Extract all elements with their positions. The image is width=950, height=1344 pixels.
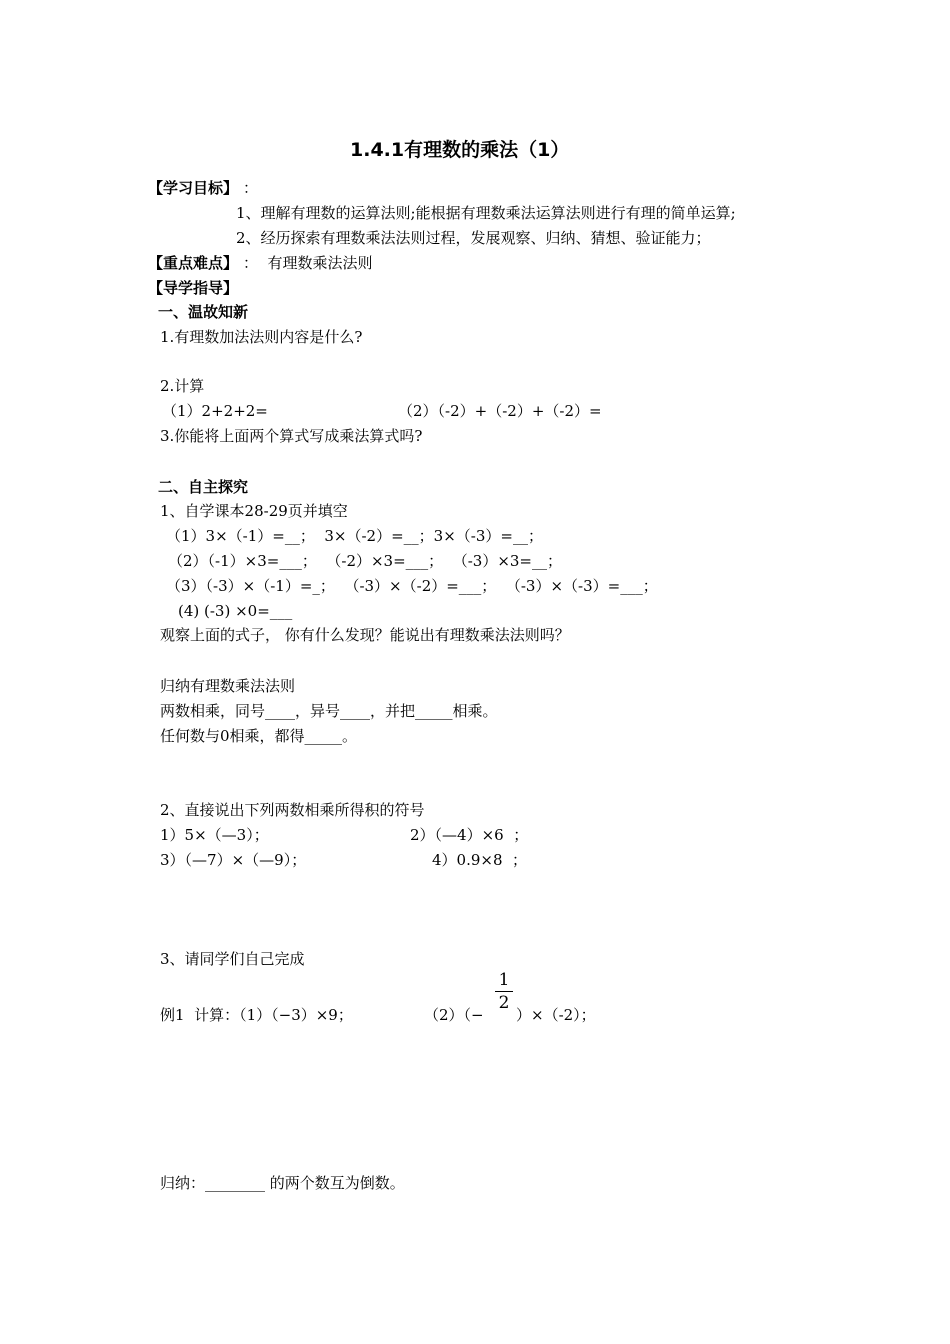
section2-heading: 二、自主探究 bbox=[158, 478, 249, 496]
rule-1: 两数相乘，同号____，异号____，并把_____相乘。 bbox=[160, 702, 498, 720]
page-title: 1.4.1有理数的乘法（1） bbox=[350, 139, 570, 161]
objective-item-1: 1、理解有理数的运算法则;能根据有理数乘法运算法则进行有理的简单运算; bbox=[236, 204, 736, 222]
fill-row-3: （3）（-3）×（-1）=_； （-3）×（-2）=___； （-3）×（-3）=___； bbox=[166, 577, 658, 595]
question-2b: （2）（-2）+（-2）+（-2）= bbox=[398, 402, 602, 420]
objective-item-2: 2、经历探索有理数乘法法则过程，发展观察、归纳、猜想、验证能力； bbox=[236, 229, 711, 247]
observe-text: 观察上面的式子， 你有什么发现？能说出有理数乘法法则吗？ bbox=[160, 626, 570, 644]
section1-heading: 一、温故知新 bbox=[158, 303, 249, 321]
problem-1: 1）5×（—3）； bbox=[160, 826, 269, 844]
fraction-one-half bbox=[494, 970, 514, 1013]
objectives-colon: ： bbox=[243, 179, 259, 197]
conclusion-text: 归纳：________ 的两个数互为倒数。 bbox=[160, 1174, 405, 1192]
explore-item-3: 3、请同学们自己完成 bbox=[160, 950, 305, 968]
explore-item-2: 2、直接说出下列两数相乘所得积的符号 bbox=[160, 801, 425, 819]
objectives-heading: 【学习目标】 bbox=[148, 179, 239, 197]
problem-3: 3）（—7）×（—9）； bbox=[160, 851, 307, 869]
example-part-a: 例1 计算：（1）（−3）×9； bbox=[160, 1006, 353, 1024]
example-part-b-suffix: ）×（-2）； bbox=[516, 1006, 596, 1024]
problem-4: 4）0.9×8 ； bbox=[432, 851, 528, 869]
fraction-numerator: 1 bbox=[498, 970, 510, 990]
key-points-heading: 【重点难点】 bbox=[148, 254, 239, 272]
question-2a: （1）2+2+2= bbox=[162, 402, 268, 420]
fill-row-4: (4) (-3) ×0=___ bbox=[178, 602, 293, 620]
question-3: 3.你能将上面两个算式写成乘法算式吗? bbox=[160, 427, 423, 445]
guide-heading: 【导学指导】 bbox=[148, 279, 239, 297]
example-part-b-prefix: （2）（− bbox=[424, 1006, 484, 1024]
fill-row-2: （2）（-1）×3=___； （-2）×3=___； （-3）×3=__； bbox=[168, 552, 562, 570]
fraction-denominator: 2 bbox=[498, 993, 510, 1013]
summary-title: 归纳有理数乘法法则 bbox=[160, 677, 296, 695]
fill-row-1: （1）3×（-1）=__； 3×（-2）=__；3×（-3）=__； bbox=[166, 527, 543, 545]
question-2: 2.计算 bbox=[160, 377, 205, 395]
question-1: 1.有理数加法法则内容是什么? bbox=[160, 328, 363, 346]
problem-2: 2）（—4）×6 ； bbox=[410, 826, 529, 844]
explore-item-1: 1、自学课本28-29页并填空 bbox=[160, 502, 348, 520]
rule-2: 任何数与0相乘，都得_____。 bbox=[160, 727, 358, 745]
key-points-text: ： 有理数乘法法则 bbox=[243, 254, 373, 272]
fraction-bar bbox=[495, 991, 513, 992]
